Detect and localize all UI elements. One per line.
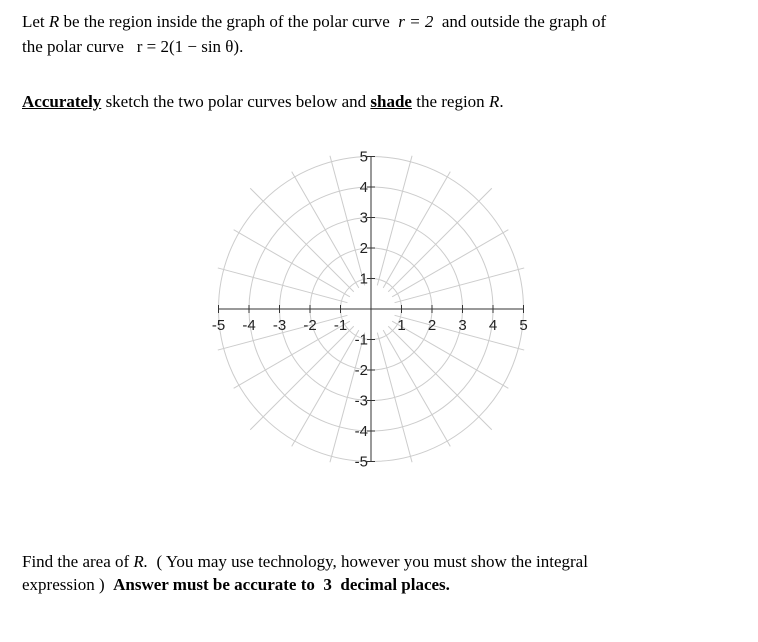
text: decimal places. xyxy=(340,575,450,594)
x-tick-label: -2 xyxy=(303,317,317,334)
x-tick-label: 3 xyxy=(458,317,467,334)
text: the polar curve xyxy=(22,37,124,56)
y-tick-label: -3 xyxy=(354,392,368,410)
x-tick-label: -3 xyxy=(272,317,287,334)
text: Answer must be accurate to xyxy=(113,575,315,594)
var-R: R xyxy=(488,92,500,111)
shade-word: shade xyxy=(370,92,412,111)
accurately-word: Accurately xyxy=(22,92,102,111)
text: sketch the two polar curves below and xyxy=(105,92,367,111)
find-line-1 xyxy=(22,552,588,572)
x-tick-label: -4 xyxy=(242,317,256,334)
y-tick-label: 5 xyxy=(359,148,368,166)
text: ( You may use technology, however you must show the integral xyxy=(156,552,588,571)
y-tick-label: 2 xyxy=(359,240,368,257)
var-R: R xyxy=(48,12,60,31)
y-tick-label: 3 xyxy=(359,209,368,227)
text: 3 xyxy=(323,575,332,594)
grid-radial-line xyxy=(377,333,412,463)
x-tick-label: 5 xyxy=(519,317,528,334)
text: Find the area of xyxy=(22,552,130,571)
grid-radial-line xyxy=(388,188,492,292)
curve-r-equals-2: r = 2 xyxy=(398,12,434,31)
y-tick-label: 4 xyxy=(359,179,368,196)
grid-radial-line xyxy=(250,326,354,430)
y-tick-label: 1 xyxy=(359,270,368,288)
grid-radial-line xyxy=(218,268,348,303)
grid-radial-line xyxy=(250,188,354,292)
text: be the region inside the graph of the polar curve xyxy=(63,12,390,31)
x-tick-label: 1 xyxy=(397,317,406,334)
x-tick-label: 4 xyxy=(488,317,498,334)
grid-radial-line xyxy=(377,156,412,286)
var-R: R. xyxy=(133,552,149,571)
grid-radial-line xyxy=(395,268,525,303)
y-tick-label: -1 xyxy=(354,331,368,349)
text: expression ) xyxy=(22,575,105,594)
text: and outside the graph of xyxy=(441,12,607,31)
x-tick-label: -1 xyxy=(333,317,348,334)
y-tick-label: -5 xyxy=(354,453,368,471)
x-tick-label: -5 xyxy=(211,317,226,334)
text: . xyxy=(499,92,504,111)
grid-radial-line xyxy=(388,326,492,430)
find-line-2 xyxy=(22,575,450,595)
text: Let xyxy=(22,12,45,31)
y-tick-label: -4 xyxy=(354,423,368,440)
y-tick-label: -2 xyxy=(354,362,368,379)
text: the region xyxy=(416,92,485,111)
curve-cardioid: r = 2(1 − sin θ). xyxy=(136,37,244,56)
x-tick-label: 2 xyxy=(427,317,437,334)
